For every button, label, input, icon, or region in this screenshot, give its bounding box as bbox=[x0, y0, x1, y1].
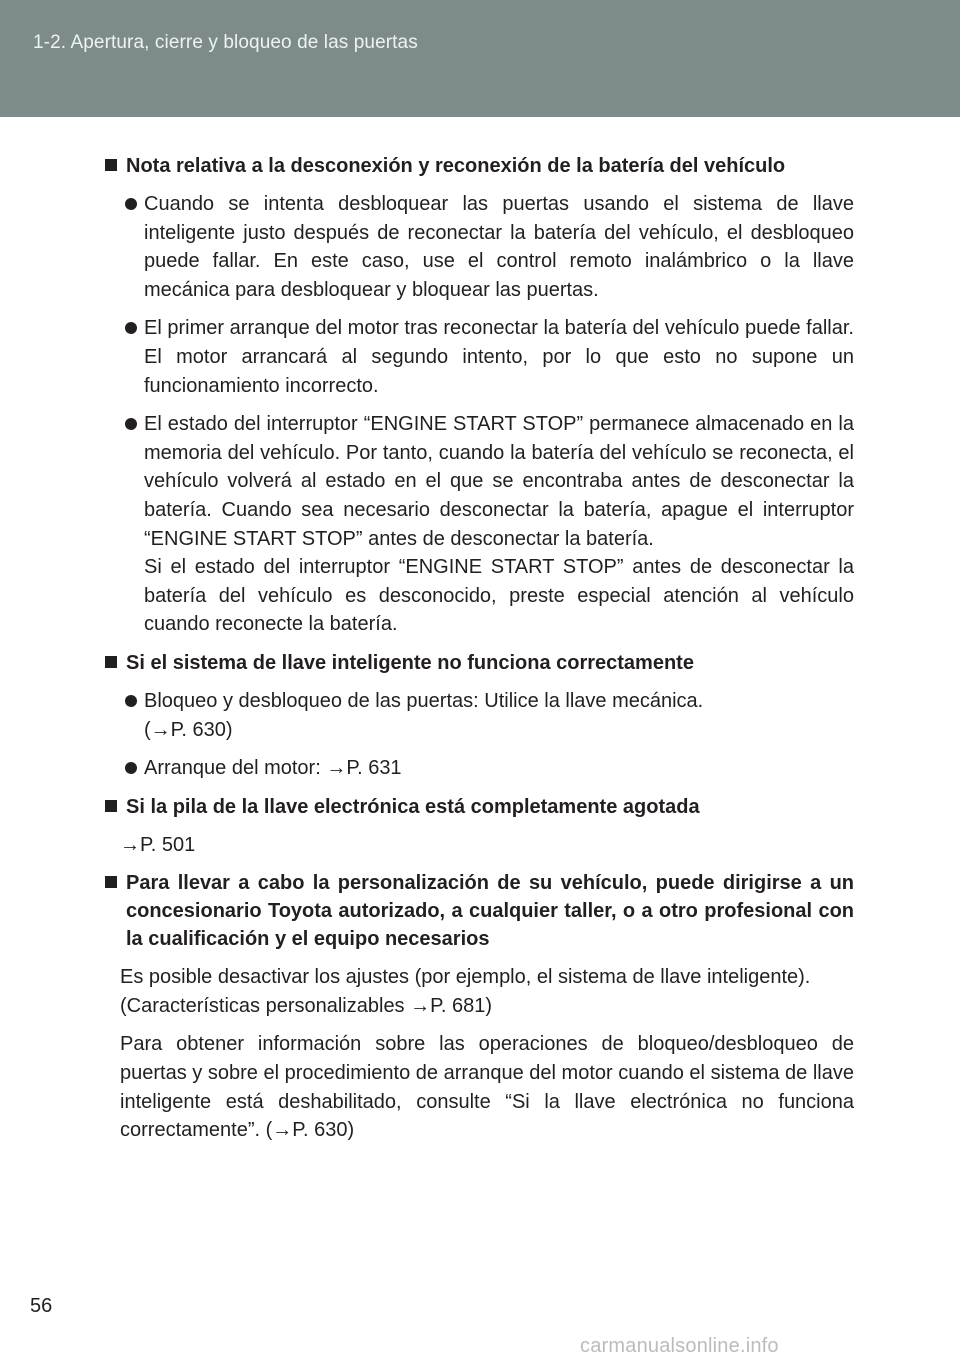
round-bullet-icon bbox=[125, 418, 137, 430]
chapter-title: 1-2. Apertura, cierre y bloqueo de las puertas bbox=[33, 32, 418, 53]
list-item bbox=[104, 687, 854, 744]
list-item-text: Si el estado del interruptor “ENGINE START STOP” antes de desconectar la batería del vehículo es desconocido, preste especial atención al vehículo cuando reconecte la batería. bbox=[144, 556, 854, 636]
paragraph-text: Es posible desactivar los ajustes (por ejemplo, el sistema de llave inteligente). bbox=[120, 966, 811, 989]
section-heading-text: Si la pila de la llave electrónica está completamente agotada bbox=[126, 795, 700, 818]
paragraph bbox=[104, 1030, 854, 1144]
square-bullet-icon bbox=[105, 876, 117, 888]
section-heading-text: Nota relativa a la desconexión y reconexión de la batería del vehículo bbox=[126, 155, 786, 177]
list-item-text: Arranque del motor: →P. 631 bbox=[144, 757, 402, 780]
round-bullet-icon bbox=[125, 322, 137, 334]
page-reference: (→P. 630) bbox=[144, 718, 233, 741]
paragraph bbox=[104, 963, 854, 1020]
list-item-text: Cuando se intenta desbloquear las puertas usando el sistema de llave inteligente justo después de reconectar la batería del vehículo, el desbloqueo puede fallar. En este caso, use el control remoto inalámbrico o la llave mecánica para desbloquear y bloquear las puertas. bbox=[144, 193, 854, 301]
page-content bbox=[104, 152, 854, 1155]
square-bullet-icon bbox=[105, 159, 117, 171]
section-heading bbox=[104, 793, 854, 821]
round-bullet-icon bbox=[125, 198, 137, 210]
list-item-text: El estado del interruptor “ENGINE START STOP” permanece almacenado en la memoria del vehículo. Por tanto, cuando la batería del vehículo se reconecta, el vehículo volverá al estado en el que se encontraba antes de desconectar la batería. Cuando sea necesario desconectar la batería, apague el interruptor “ENGINE START STOP” antes de desconectar la batería. bbox=[144, 413, 854, 550]
round-bullet-icon bbox=[125, 695, 137, 707]
section-heading bbox=[104, 869, 854, 953]
list-item-text: El primer arranque del motor tras reconectar la batería del vehículo puede fallar. El motor arrancará al segundo intento, por lo que esto no supone un funcionamiento incorrecto. bbox=[144, 317, 854, 397]
section-heading bbox=[104, 152, 854, 180]
list-item-text: Bloqueo y desbloqueo de las puertas: Utilice la llave mecánica. bbox=[144, 689, 704, 712]
square-bullet-icon bbox=[105, 800, 117, 812]
list-item bbox=[104, 754, 854, 783]
page-reference: →P. 501 bbox=[120, 833, 196, 856]
page-header bbox=[0, 0, 960, 117]
watermark: carmanualsonline.info bbox=[580, 1335, 779, 1357]
paragraph bbox=[104, 831, 854, 860]
square-bullet-icon bbox=[105, 656, 117, 668]
section-heading bbox=[104, 649, 854, 677]
list-item bbox=[104, 410, 854, 639]
paragraph-text: (Características personalizables →P. 681) bbox=[120, 994, 493, 1017]
paragraph-text: Para obtener información sobre las operaciones de bloqueo/desbloqueo de puertas y sobre el procedimiento de arranque del motor cuando el sistema de llave inteligente está deshabilitado, consulte “Si la llave electrónica no funciona correctamente”. (→P. 630) bbox=[120, 1033, 854, 1142]
list-item bbox=[104, 314, 854, 400]
section-heading-text: Si el sistema de llave inteligente no funciona correctamente bbox=[126, 651, 694, 674]
list-item bbox=[104, 190, 854, 304]
page-number: 56 bbox=[30, 1295, 53, 1317]
section-heading-text: Para llevar a cabo la personalización de su vehículo, puede dirigirse a un concesionario Toyota autorizado, a cualquier taller, o a otro profesional con la cualificación y el equipo necesarios bbox=[126, 872, 854, 951]
round-bullet-icon bbox=[125, 762, 137, 774]
